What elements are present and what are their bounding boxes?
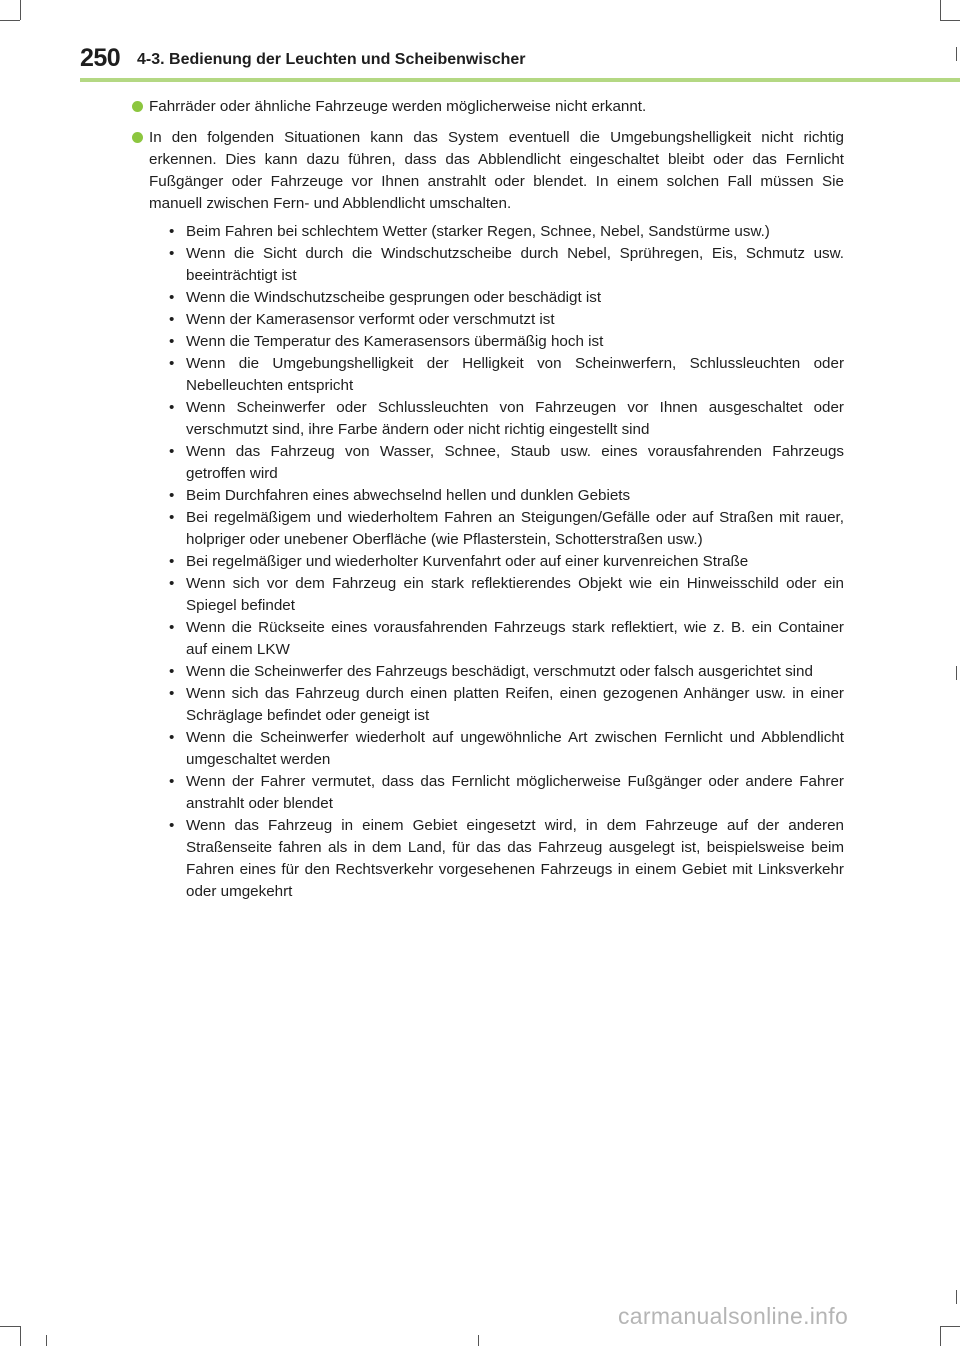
bullet-icon: • <box>169 575 175 592</box>
crop-mark <box>0 20 20 21</box>
list-item-text: Wenn die Scheinwerfer des Fahrzeugs beschädigt, verschmutzt oder falsch ausgerichtet sind <box>186 663 813 680</box>
paragraph-text: In den folgenden Situationen kann das System eventuell die Umgebungshelligkeit nicht richtig erkennen. Dies kann dazu führen, dass das Abblendlicht eingeschaltet bleibt oder das Fernlicht Fußgänger oder Fahrzeuge vor Ihnen anstrahlt oder blendet. In einem solchen Fall müssen Sie manuell zwischen Fern- und Abblendlicht umschalten. <box>149 129 844 212</box>
crop-mark <box>956 666 957 680</box>
list-item-text: Bei regelmäßiger und wiederholter Kurvenfahrt oder auf einer kurvenreichen Straße <box>186 553 749 570</box>
list-item <box>169 507 844 551</box>
crop-mark <box>46 1335 47 1346</box>
green-bullet-icon <box>132 101 143 112</box>
list-item <box>169 661 844 683</box>
list-item <box>169 441 844 485</box>
bullet-icon: • <box>169 619 175 636</box>
bullet-icon: • <box>169 289 175 306</box>
paragraph-text: Fahrräder oder ähnliche Fahrzeuge werden möglicherweise nicht erkannt. <box>149 98 647 115</box>
watermark: carmanualsonline.info <box>618 1303 849 1329</box>
page-number: 250 <box>80 44 121 72</box>
green-bullet-icon <box>132 132 143 143</box>
list-item <box>169 287 844 309</box>
list-item-text: Wenn die Scheinwerfer wiederholt auf ungewöhnliche Art zwischen Fernlicht und Abblendlicht umgeschaltet werden <box>186 729 844 768</box>
list-item <box>169 331 844 353</box>
paragraph <box>132 96 844 118</box>
list-item-text: Wenn die Rückseite eines vorausfahrenden Fahrzeugs stark reflektiert, wie z. B. ein Container auf einem LKW <box>186 619 844 658</box>
bullet-icon: • <box>169 311 175 328</box>
list-item <box>169 771 844 815</box>
list-item <box>169 485 844 507</box>
bullet-icon: • <box>169 509 175 526</box>
list-item-text: Wenn das Fahrzeug in einem Gebiet eingesetzt wird, in dem Fahrzeuge auf der anderen Straßenseite fahren als in dem Land, für das das Fahrzeug ausgelegt ist, beispielsweise beim Fahren eines für den Rechtsverkehr vorgesehenen Fahrzeugs in einem Gebiet mit Linksverkehr oder umgekehrt <box>186 817 844 900</box>
crop-mark <box>940 20 960 21</box>
bullet-icon: • <box>169 729 175 746</box>
list-item <box>169 397 844 441</box>
page-header <box>80 44 960 78</box>
list-item-text: Wenn das Fahrzeug von Wasser, Schnee, Staub usw. eines vorausfahrenden Fahrzeugs getroffen wird <box>186 443 844 482</box>
list-item <box>169 617 844 661</box>
condition-list <box>149 221 844 903</box>
list-item-text: Wenn Scheinwerfer oder Schlussleuchten von Fahrzeugen vor Ihnen ausgeschaltet oder verschmutzt sind, ihre Farbe ändern oder nicht richtig eingestellt sind <box>186 399 844 438</box>
crop-mark <box>940 1326 960 1327</box>
list-item-text: Wenn die Windschutzscheibe gesprungen oder beschädigt ist <box>186 289 602 306</box>
bullet-icon: • <box>169 333 175 350</box>
page-content <box>132 96 844 912</box>
bullet-icon: • <box>169 355 175 372</box>
bullet-icon: • <box>169 399 175 416</box>
list-item-text: Bei regelmäßigem und wiederholtem Fahren an Steigungen/Gefälle oder auf Straßen mit rauer, holpriger oder unebener Oberfläche (wie Pflasterstein, Schotterstraßen usw.) <box>186 509 844 548</box>
crop-mark <box>20 0 21 20</box>
list-item-text: Wenn die Temperatur des Kamerasensors übermäßig hoch ist <box>186 333 604 350</box>
crop-mark <box>940 1326 941 1346</box>
list-item <box>169 221 844 243</box>
list-item-text: Wenn der Fahrer vermutet, dass das Fernlicht möglicherweise Fußgänger oder andere Fahrer anstrahlt oder blendet <box>186 773 844 812</box>
list-item <box>169 683 844 727</box>
list-item-text: Wenn sich vor dem Fahrzeug ein stark reflektierendes Objekt wie ein Hinweisschild oder ein Spiegel befindet <box>186 575 844 614</box>
list-item <box>169 551 844 573</box>
list-item <box>169 309 844 331</box>
bullet-icon: • <box>169 487 175 504</box>
bullet-icon: • <box>169 663 175 680</box>
list-item-text: Wenn die Umgebungshelligkeit der Helligkeit von Scheinwerfern, Schlussleuchten oder Nebelleuchten entspricht <box>186 355 844 394</box>
section-title: 4-3. Bedienung der Leuchten und Scheibenwischer <box>137 51 526 68</box>
bullet-icon: • <box>169 773 175 790</box>
list-item <box>169 243 844 287</box>
crop-mark <box>0 1326 20 1327</box>
bullet-icon: • <box>169 245 175 262</box>
list-item-text: Wenn der Kamerasensor verformt oder verschmutzt ist <box>186 311 555 328</box>
list-item-text: Wenn die Sicht durch die Windschutzscheibe durch Nebel, Sprühregen, Eis, Schmutz usw. beeinträchtigt ist <box>186 245 844 284</box>
list-item-text: Beim Fahren bei schlechtem Wetter (starker Regen, Schnee, Nebel, Sandstürme usw.) <box>186 223 770 240</box>
crop-mark <box>956 1290 957 1304</box>
crop-mark <box>20 1326 21 1346</box>
list-item <box>169 815 844 903</box>
bullet-icon: • <box>169 685 175 702</box>
header-rule <box>80 78 960 82</box>
list-item <box>169 727 844 771</box>
paragraph <box>132 127 844 903</box>
list-item-text: Wenn sich das Fahrzeug durch einen platten Reifen, einen gezogenen Anhänger usw. in einer Schräglage befindet oder geneigt ist <box>186 685 844 724</box>
crop-mark <box>478 1335 479 1346</box>
list-item <box>169 353 844 397</box>
list-item <box>169 573 844 617</box>
list-item-text: Beim Durchfahren eines abwechselnd hellen und dunklen Gebiets <box>186 487 631 504</box>
crop-mark <box>940 0 941 20</box>
bullet-icon: • <box>169 553 175 570</box>
bullet-icon: • <box>169 443 175 460</box>
bullet-icon: • <box>169 817 175 834</box>
bullet-icon: • <box>169 223 175 240</box>
